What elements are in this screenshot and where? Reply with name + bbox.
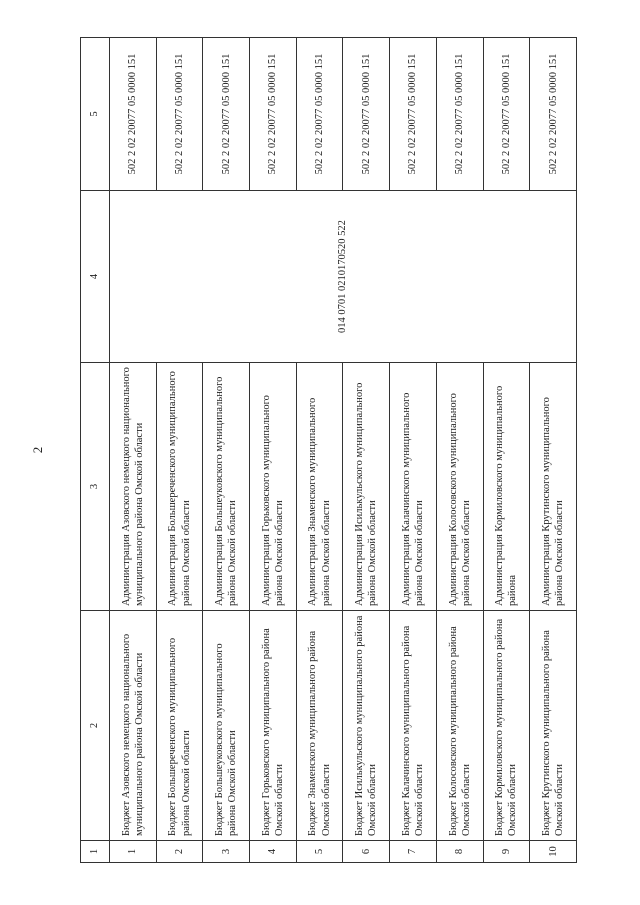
revenue-code: 502 2 02 20077 05 0000 151 xyxy=(530,38,577,191)
table-row xyxy=(483,38,530,863)
header-row xyxy=(81,38,110,863)
budget-name: Бюджет Большеуковского муниципального района Омской области xyxy=(203,611,250,841)
administration-name: Администрация Колосовского муниципального района Омской области xyxy=(436,363,483,611)
row-number: 5 xyxy=(296,841,343,863)
header-col-1: 1 xyxy=(81,841,110,863)
revenue-code: 502 2 02 20077 05 0000 151 xyxy=(483,38,530,191)
row-number: 6 xyxy=(343,841,390,863)
administration-name: Администрация Горьковского муниципального района Омской области xyxy=(250,363,297,611)
budget-name: Бюджет Калачинского муниципального района Омской области xyxy=(390,611,437,841)
administration-name: Администрация Кормиловского муниципального района xyxy=(483,363,530,611)
administration-name: Администрация Большереченского муниципального района Омской области xyxy=(156,363,203,611)
table-row xyxy=(250,38,297,863)
revenue-code: 502 2 02 20077 05 0000 151 xyxy=(343,38,390,191)
administration-name: Администрация Большеуковского муниципального района Омской области xyxy=(203,363,250,611)
administration-name: Администрация Исилькульского муниципального района Омской области xyxy=(343,363,390,611)
administration-name: Администрация Знаменского муниципального района Омской области xyxy=(296,363,343,611)
revenue-code: 502 2 02 20077 05 0000 151 xyxy=(296,38,343,191)
administration-name: Администрация Крутинского муниципального района Омской области xyxy=(530,363,577,611)
row-number: 3 xyxy=(203,841,250,863)
page-number: 2 xyxy=(30,446,45,454)
budget-table xyxy=(80,37,577,863)
revenue-code: 502 2 02 20077 05 0000 151 xyxy=(110,38,157,191)
table-body xyxy=(110,38,577,863)
rotated-table-container xyxy=(80,38,577,863)
row-number: 9 xyxy=(483,841,530,863)
administration-name: Администрация Азовского немецкого национального муниципального района Омской области xyxy=(110,363,157,611)
table-row xyxy=(203,38,250,863)
revenue-code: 502 2 02 20077 05 0000 151 xyxy=(390,38,437,191)
revenue-code: 502 2 02 20077 05 0000 151 xyxy=(250,38,297,191)
header-col-4: 4 xyxy=(81,191,110,363)
header-col-2: 2 xyxy=(81,611,110,841)
header-col-3: 3 xyxy=(81,363,110,611)
table-row xyxy=(110,38,157,863)
budget-name: Бюджет Большереченского муниципального района Омской области xyxy=(156,611,203,841)
table-row xyxy=(156,38,203,863)
budget-name: Бюджет Азовского немецкого национального муниципального района Омской области xyxy=(110,611,157,841)
row-number: 7 xyxy=(390,841,437,863)
administration-name: Администрация Калачинского муниципального района Омской области xyxy=(390,363,437,611)
budget-name: Бюджет Знаменского муниципального района Омской области xyxy=(296,611,343,841)
table-row xyxy=(390,38,437,863)
table-row xyxy=(436,38,483,863)
table-row xyxy=(296,38,343,863)
revenue-code: 502 2 02 20077 05 0000 151 xyxy=(203,38,250,191)
header-col-5: 5 xyxy=(81,38,110,191)
row-number: 1 xyxy=(110,841,157,863)
budget-name: Бюджет Горьковского муниципального района Омской области xyxy=(250,611,297,841)
row-number: 8 xyxy=(436,841,483,863)
row-number: 4 xyxy=(250,841,297,863)
budget-classification-code: 014 0701 0210170520 522 xyxy=(110,191,577,363)
budget-name: Бюджет Кормиловского муниципального района Омской области xyxy=(483,611,530,841)
row-number: 10 xyxy=(530,841,577,863)
row-number: 2 xyxy=(156,841,203,863)
revenue-code: 502 2 02 20077 05 0000 151 xyxy=(156,38,203,191)
table-header xyxy=(81,38,110,863)
revenue-code: 502 2 02 20077 05 0000 151 xyxy=(436,38,483,191)
budget-name: Бюджет Колосовского муниципального района Омской области xyxy=(436,611,483,841)
budget-name: Бюджет Исилькульского муниципального района Омской области xyxy=(343,611,390,841)
budget-name: Бюджет Крутинского муниципального района Омской области xyxy=(530,611,577,841)
table-row xyxy=(343,38,390,863)
table-row xyxy=(530,38,577,863)
page-content xyxy=(80,38,577,863)
